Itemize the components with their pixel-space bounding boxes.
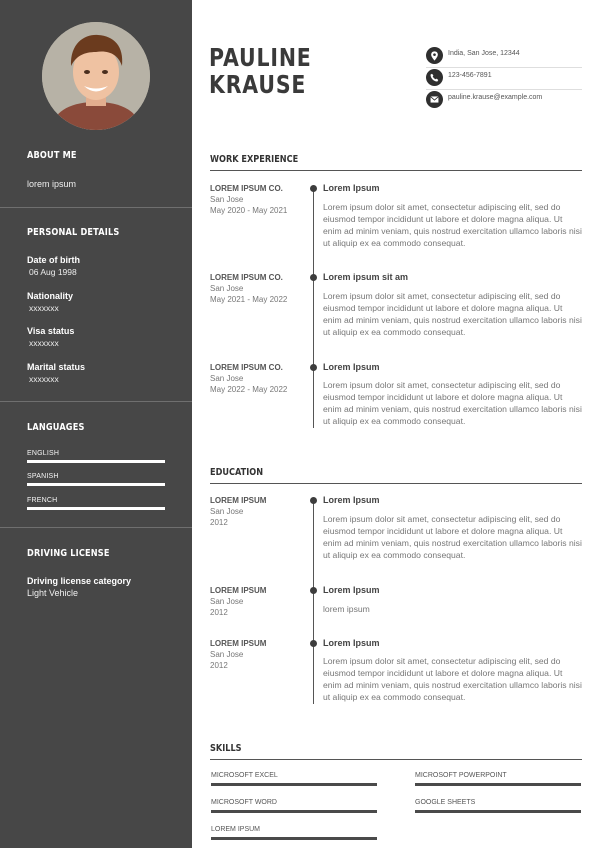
language-level-bar [27,460,165,463]
work-dates: May 2020 - May 2021 [210,206,288,215]
sidebar [0,0,192,848]
language-level-bar [27,507,165,510]
divider [0,527,192,528]
timeline-dot [310,274,317,281]
about-heading: ABOUT ME [27,150,77,161]
nationality-label: Nationality [27,291,74,301]
language-level-bar [27,483,165,486]
personal-details-heading: PERSONAL DETAILS [27,227,120,238]
education-location: San Jose [210,597,244,606]
envelope-icon [426,91,443,108]
work-title: Lorem Ipsum [323,183,380,193]
marital-value: xxxxxxx [29,374,59,384]
contact-address [426,47,582,68]
language-name: FRENCH [27,497,58,504]
skill-name: GOOGLE SHEETS [415,799,476,806]
education-org: LOREM IPSUM [210,496,267,505]
visa-label: Visa status [27,326,75,336]
dob-label: Date of birth [27,255,80,265]
address-text: India, San Jose, 12344 [448,50,520,57]
dob-value: 06 Aug 1998 [29,267,77,277]
skill-level-bar [415,810,581,813]
work-description: Lorem ipsum dolor sit amet, consectetur adipiscing elit, sed do eiusmod tempor incididunt ut labore et dolore magna aliqua. Ut enim ad minim veniam, quis nostrud exercitation ullamco laboris nisi ut aliquip ex ea commodo consequat. [323,291,582,337]
divider [0,401,192,402]
timeline-dot [310,640,317,647]
education-description: Lorem ipsum dolor sit amet, consectetur adipiscing elit, sed do eiusmod tempor incididunt ut labore et dolore magna aliqua. Ut enim ad minim veniam, quis nostrud exercitation ullamco laboris nisi ut aliquip ex ea commodo consequat. [323,514,582,560]
work-dates: May 2022 - May 2022 [210,385,288,394]
timeline-dot [310,497,317,504]
skill-level-bar [211,837,377,840]
marital-label: Marital status [27,362,86,372]
divider [0,207,192,208]
work-description: Lorem ipsum dolor sit amet, consectetur adipiscing elit, sed do eiusmod tempor incididunt ut labore et dolore magna aliqua. Ut enim ad minim veniam, quis nostrud exercitation ullamco laboris nisi ut aliquip ex ea commodo consequat. [323,202,582,248]
education-org: LOREM IPSUM [210,639,267,648]
work-timeline [313,188,314,428]
language-name: SPANISH [27,473,59,480]
education-title: Lorem Ipsum [323,495,380,505]
driving-license-heading: DRIVING LICENSE [27,548,110,559]
education-description: lorem ipsum [323,604,370,614]
work-experience-heading: WORK EXPERIENCE [210,154,299,165]
phone-text[interactable]: 123-456-7891 [448,72,492,79]
education-dates: 2012 [210,518,228,527]
work-location: San Jose [210,195,244,204]
section-rule [210,170,582,171]
skill-level-bar [211,783,377,786]
contact-phone [426,69,582,90]
skill-level-bar [415,783,581,786]
location-pin-icon [426,47,443,64]
work-dates: May 2021 - May 2022 [210,295,288,304]
candidate-name [209,44,312,98]
contact-email [426,91,582,112]
about-text: lorem ipsum [27,179,77,189]
work-org: LOREM IPSUM CO. [210,184,283,193]
last-name: KRAUSE [209,70,307,99]
education-description: Lorem ipsum dolor sit amet, consectetur adipiscing elit, sed do eiusmod tempor incididunt ut labore et dolore magna aliqua. Ut enim ad minim veniam, quis nostrud exercitation ullamco laboris nisi ut aliquip ex ea commodo consequat. [323,656,582,702]
education-location: San Jose [210,650,244,659]
first-name: PAULINE [209,43,312,72]
education-title: Lorem Ipsum [323,638,380,648]
work-title: Lorem Ipsum [323,362,380,372]
languages-heading: LANGUAGES [27,422,85,433]
education-title: Lorem Ipsum [323,585,380,595]
section-rule [210,483,582,484]
education-location: San Jose [210,507,244,516]
work-org: LOREM IPSUM CO. [210,273,283,282]
work-location: San Jose [210,374,244,383]
profile-photo [42,22,150,130]
skill-name: MICROSOFT POWERPOINT [415,772,507,779]
education-org: LOREM IPSUM [210,586,267,595]
work-title: Lorem ipsum sit am [323,272,409,282]
phone-icon [426,69,443,86]
driving-category-label: Driving license category [27,576,132,586]
education-timeline [313,500,314,704]
timeline-dot [310,185,317,192]
work-description: Lorem ipsum dolor sit amet, consectetur adipiscing elit, sed do eiusmod tempor incididunt ut labore et dolore magna aliqua. Ut enim ad minim veniam, quis nostrud exercitation ullamco laboris nisi ut aliquip ex ea commodo consequat. [323,380,582,426]
nationality-value: xxxxxxx [29,303,59,313]
email-text[interactable]: pauline.krause@example.com [448,94,543,101]
driving-category-value: Light Vehicle [27,588,79,598]
skill-level-bar [211,810,377,813]
work-org: LOREM IPSUM CO. [210,363,283,372]
timeline-dot [310,364,317,371]
skill-name: MICROSOFT EXCEL [211,772,278,779]
skill-name: MICROSOFT WORD [211,799,277,806]
education-dates: 2012 [210,661,228,670]
visa-value: xxxxxxx [29,338,59,348]
skills-heading: SKILLS [210,743,242,754]
skill-name: LOREM IPSUM [211,826,261,833]
timeline-dot [310,587,317,594]
education-dates: 2012 [210,608,228,617]
education-heading: EDUCATION [210,467,264,478]
language-name: ENGLISH [27,450,60,457]
work-location: San Jose [210,284,244,293]
section-rule [210,759,582,760]
